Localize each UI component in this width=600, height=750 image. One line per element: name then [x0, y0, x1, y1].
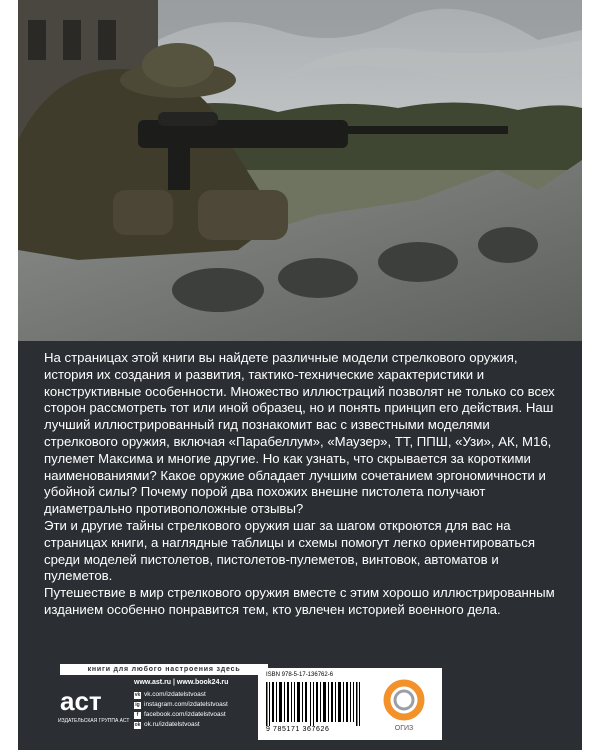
cover-footer: [18, 658, 582, 750]
cover-photo-sniper: [18, 0, 582, 341]
instagram-icon: ig: [135, 701, 140, 708]
social-link-instagram[interactable]: [134, 700, 228, 710]
social-link-text: instagram.com/izdatelstvoast: [144, 701, 228, 708]
back-cover: [18, 0, 582, 750]
barcode: [266, 682, 362, 726]
book-description: [44, 350, 564, 619]
social-link-facebook[interactable]: [134, 710, 228, 720]
social-link-text: vk.com/izdatelstvoast: [144, 691, 206, 698]
description-paragraph: Путешествие в мир стрелкового оружия вместе с этим хорошо иллюстрированным изданием особенно понравится тем, кто увлечен историей военного дела.: [44, 585, 555, 617]
facebook-icon: f: [134, 712, 141, 719]
ast-logo: [60, 680, 130, 722]
isbn: ISBN 978-5-17-136762-6: [266, 672, 334, 678]
publisher-tagline: книги для любого настроения здесь: [60, 664, 268, 675]
social-link-text: ok.ru/izdatelstvoast: [144, 721, 200, 728]
barcode-number: 9 785171 367626: [266, 726, 330, 733]
social-link-vk[interactable]: [134, 690, 228, 700]
barcode-panel: [258, 668, 442, 740]
social-link-text: facebook.com/izdatelstvoast: [144, 711, 226, 718]
imprint-name: ОГИЗ: [394, 725, 414, 732]
description-paragraph: Эти и другие тайны стрелкового оружия шаг за шагом откроются для вас на страницах книги, а наглядные таблицы и схемы помогут легко ориентироваться среди моделей пистолетов, пистолетов-пулеметов, винтовок, автоматов и пулеметов.: [44, 517, 536, 584]
publisher-name: ИЗДАТЕЛЬСКАЯ ГРУППА АСТ: [58, 718, 130, 724]
websites[interactable]: www.ast.ru | www.book24.ru: [134, 679, 229, 686]
ok-icon: ok: [134, 721, 141, 728]
ogiz-logo: [376, 676, 432, 734]
description-paragraph: На страницах этой книги вы найдете различные модели стрелкового оружия, история их создания и развития, тактико-технические характеристики и конструктивные особенности. Множество иллюстраций позволят не только со всех сторон рассмотреть тот или иной образец, но и понять принцип его действия. Наш лучший иллюстрированный гид познакомит вас с известными моделями стрелкового оружия, включая «Парабеллум», «Маузер», ТТ, ППШ, «Узи», АК, М16, пулемет Максима и многие другие. Но как узнать, что скрывается за короткими наименованиями? Какое оружие обладает лучшим сочетанием эргономичности и убойной силы? Почему порой два похожих внешне пистолета получают диаметрально противоположные отзывы?: [44, 350, 555, 517]
vk-icon: vk: [134, 691, 141, 698]
social-link-ok[interactable]: [134, 720, 228, 730]
publisher-links: [134, 678, 228, 730]
ast-logo-text: аст: [60, 686, 102, 716]
